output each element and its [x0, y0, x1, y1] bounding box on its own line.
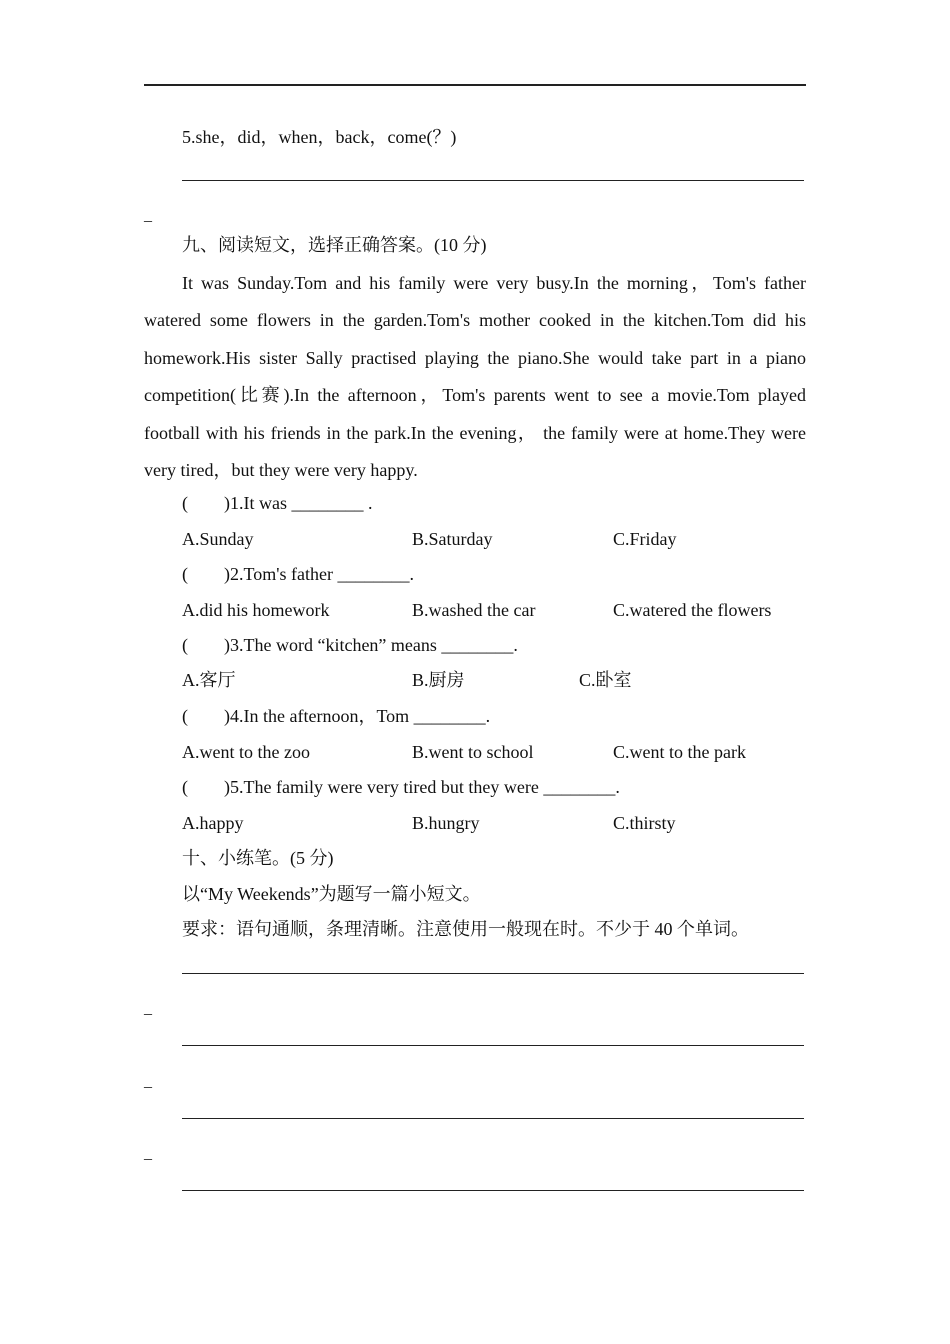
question-5-option-a[interactable]: A.happy — [182, 813, 244, 833]
question-5-option-b[interactable]: B.hungry — [412, 813, 480, 833]
line-continuation-mark: _ — [144, 1073, 152, 1090]
question-5-stem: ( )5.The family were very tired but they were ________. — [182, 777, 620, 797]
question-1-stem: ( )1.It was ________ . — [182, 493, 373, 513]
question-1-option-a[interactable]: A.Sunday — [182, 529, 254, 549]
top-rule — [144, 84, 806, 86]
line-continuation-mark: _ — [144, 1000, 152, 1017]
line-continuation-mark: _ — [144, 1145, 152, 1162]
question-4-option-a[interactable]: A.went to the zoo — [182, 742, 310, 762]
section-10-heading: 十、小练笔。(5 分) — [182, 848, 334, 868]
question-2-option-c[interactable]: C.watered the flowers — [613, 600, 772, 620]
question-3-stem: ( )3.The word “kitchen” means ________. — [182, 635, 518, 655]
section-9-heading: 九、阅读短文，选择正确答案。(10 分) — [182, 235, 487, 255]
question-5-option-c[interactable]: C.thirsty — [613, 813, 676, 833]
question-4-option-c[interactable]: C.went to the park — [613, 742, 746, 762]
writing-line-1[interactable] — [182, 973, 804, 974]
question-3-option-c[interactable]: C.卧室 — [579, 670, 632, 690]
question-1-option-c[interactable]: C.Friday — [613, 529, 677, 549]
writing-prompt: 以“My Weekends”为题写一篇小短文。 — [182, 884, 481, 904]
question-4-option-b[interactable]: B.went to school — [412, 742, 534, 762]
question-2-option-a[interactable]: A.did his homework — [182, 600, 330, 620]
question-4-stem: ( )4.In the afternoon，Tom ________. — [182, 706, 491, 726]
reading-passage: It was Sunday.Tom and his family were very busy.In the morning，Tom's father watered some flowers in the garden.Tom's mother cooked in the kitchen.Tom did his homework.His sister Sally practised playing the piano.She would take part in a piano competition(比赛).In the afternoon，Tom's parents went to see a movie.Tom played football with his friends in the park.In the evening， the family were at home.They were very tired，but they were very happy. — [144, 273, 806, 481]
writing-requirement: 要求：语句通顺，条理清晰。注意使用一般现在时。不少于 40 个单词。 — [182, 919, 749, 939]
question-2-option-b[interactable]: B.washed the car — [412, 600, 536, 620]
question-5-prompt: 5.she，did，when，back，come(？) — [182, 127, 457, 147]
question-2-stem: ( )2.Tom's father ________. — [182, 564, 414, 584]
writing-line-2[interactable] — [182, 1045, 804, 1046]
question-3-option-a[interactable]: A.客厅 — [182, 670, 236, 690]
answer-line-q5[interactable] — [182, 180, 804, 181]
line-continuation-mark: _ — [144, 207, 152, 224]
writing-line-4[interactable] — [182, 1190, 804, 1191]
writing-line-3[interactable] — [182, 1118, 804, 1119]
question-3-option-b[interactable]: B.厨房 — [412, 670, 465, 690]
question-1-option-b[interactable]: B.Saturday — [412, 529, 493, 549]
